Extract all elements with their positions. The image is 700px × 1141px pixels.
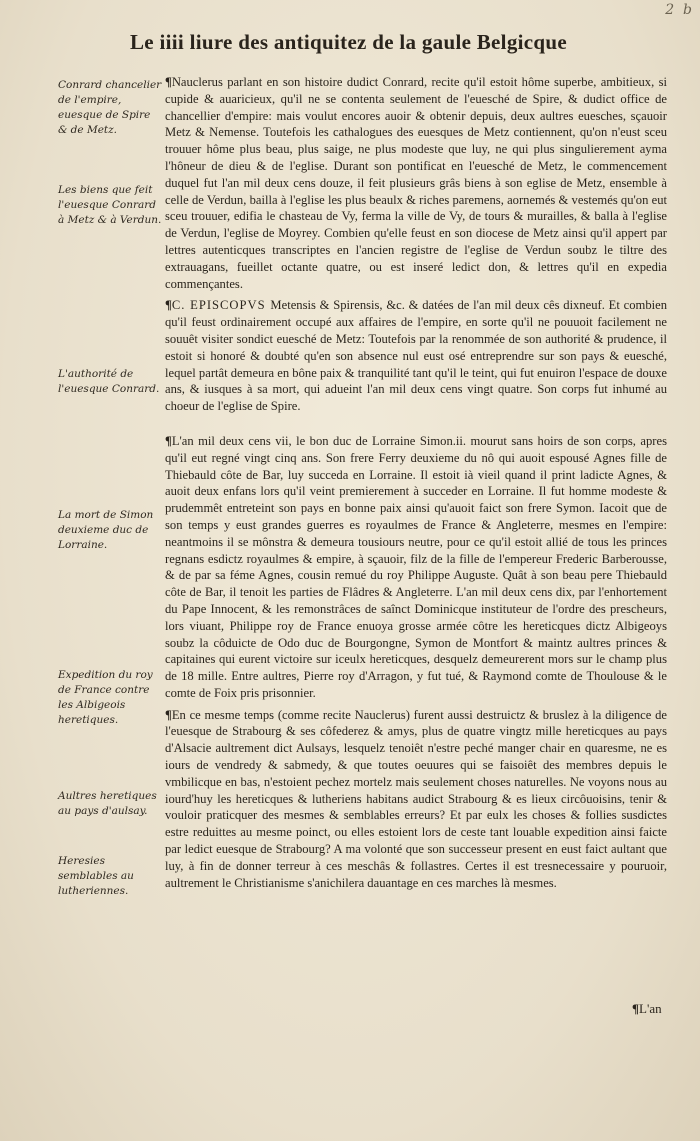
body-text (165, 74, 667, 896)
pilcrow-mark: ¶ (165, 298, 172, 313)
pilcrow-mark: ¶ (165, 75, 172, 89)
running-head: Le iiii liure des antiquitez de la gaule Belgicque (130, 30, 567, 54)
pilcrow-mark: ¶ (632, 1001, 640, 1016)
paragraph-lead: C. EPISCOPVS (171, 298, 271, 313)
pilcrow-mark: ¶ (165, 707, 172, 722)
paragraph-text: Metensis & Spirensis, &c. & datées de l'an mil deux cês dixneuf. Et combien qu'il feust ordinairement occupé aux affaires de l'empire, en sorte qu'il ne pouuoit facilement ne souuêt visiter sondict euesché de Metz: Toutefois par la renommée de son authorité & prudence, il estoit si honoré & doubté qu'en son absence nul eust osé entreprendre sur son pays & euesché, lequel partât demeura en bône paix & tranquilité tant qu'il le teint, qui fut enuiron l'espace de douxe ans, & iusques à sa mort, qui adueint l'an mil deux cens vingt quatre. Son corps fut inhumé au choeur de l'eglise de Spire. (165, 298, 667, 414)
margin-note-6: Aultres heretiques au pays d'aulsay. (58, 790, 157, 817)
margin-note-7: Heresies semblables au lutheriennes. (58, 855, 134, 897)
catchword: ¶L'an (632, 1001, 662, 1016)
pilcrow-mark: ¶ (165, 433, 172, 448)
paragraph (165, 74, 667, 292)
paragraph (165, 433, 667, 702)
paragraph-text: L'an mil deux cens vii, le bon duc de Lorraine Simon.ii. mourut sans hoirs de son corps, apres qu'il eut regné vingt cinq ans. Son frere Ferry deuxieme du nô qui auoit espousé Agnes fille de Thiebauld côte de Bar, luy succeda en Lorraine. Il estoit ià vieil quand il print ladicte Agnes, & auoit deux enfans lors qu'il veint premierement à succeder en Lorraine. Il fut homme modeste & prudemmêt entreteint son pays en bonne paix ainsi qu'auoit faict son frere Symon. Iacoit que de son temps y eust grandes guerres es royaulmes de France & Angleterre, mesmes en l'empire: neantmoins il se mônstra & demeura tousiours neutre, pour ce qu'il estoit allié de tous les princes regnans esdictz royaulmes & empire, à sçauoir, filz de la fille de l'empereur Frederic Barberousse, & de par sa féme Agnes, cousin remué du roy Philippe Auguste. Quât à son beau pere Thiebauld côte de Bar, il tenoit les parties de Flâdres & Angleterre. L'an mil deux cens dix, par l'enhortement du Pape Innocent, & les remonstrâces de saînct Dominicque instituteur de l'ordre des prescheurs, lors viuant, Philippe roy de France enuoya grosse armée côtre les hereticques dictz Albigeoys soubz la côduicte de Odo duc de Bourgongne, Symon de Montfort & maintz aultres princes & capitaines qui eurent victoire sur iceulx hereticques, desquelz demeurerent mors sur le champ plus de 18 mille. Entre aultres, Pierre roy d'Arragon, y fut tué, & Raymond comte de Thoulouse & le comte de Foix pris prisonnier. (165, 433, 667, 700)
margin-note-4: La mort de Simon deuxieme duc de Lorraine. (58, 509, 154, 551)
folio-mark: 2 b (665, 2, 692, 18)
paragraph-text: Nauclerus parlant en son histoire dudict Conrard, recite qu'il estoit hôme superbe, ambitieux, si cupide & auaricieux, qu'il ne se contenta seulement de l'euesché de Spire, & dudict office de chancellier d'empire: mais voulut encores auoir & obtenir depuis, deux aultres euesches, sçauoir Metz & Nemense. Toutefois les cathalogues des euesques de Metz contiennent, qu'on n'eust sceu trouuer hôme plus beau, plus saige, ne plus modeste que luy, ne qui plus singulierement ayma l'hôneur de dieu & de l'eglise. Durant son pontificat en l'euesché de Metz, le commencement duquel fut l'an mil deux cens douze, il feit plusieurs grâs biens à son eglise de Metz, ensemble à celle de Verdun, bailla à l'eglise les plus beaulx & riches paremens, aornemés & vestemés qu'on eut sceu trouuer, edifia le chasteau de Vy, ferma la ville de Vy, de tours & murailles, & balla à l'eglise de Verdun, l'eglise de Moyrey. Combien qu'elle feust en son diocese de Metz ainsi qu'il appert par lettres autenticques transcriptes en l'ancien registre de l'eglise de Verdun soubz le tiltre des extrauagans, fueillet octante quatre, ou est inseré ledict don, & lettres qu'il en expedia commençantes. (165, 75, 667, 291)
paragraph (165, 297, 667, 415)
paragraph (165, 707, 667, 892)
margin-note-2: Les biens que feit l'euesque Conrard à Metz & à Verdun. (58, 184, 162, 226)
margin-note-5: Expedition du roy de France contre les Albigeois heretiques. (58, 669, 153, 726)
margin-note-3: L'authorité de l'euesque Conrard. (58, 368, 160, 395)
margin-note-1: Conrard chancelier de l'empire, euesque de Spire & de Metz. (58, 79, 162, 136)
paragraph-text: En ce mesme temps (comme recite Nauclerus) furent aussi destruictz & bruslez à la diligence de l'euesque de Strabourg & ses côfederez & amys, plus de quatre vingtz mille hereticques au pays d'Alsacie aultrement dict Aulsays, lesquelz tenoiêt n'estre peché manger chair en quaresme, ne es iours de vendredy & sabmedy, & que toutes oeuures qui se faisoiêt des membres depuis le vmbilicque en bas, n'estoient pechez mortelz mais seulement choses naturelles. Ne voyons nous au iourd'huy les hereticques & lutheriens habitans audict Strabourg & es lieux circôuoisins, tenir & vouloir praticquer des mesmes & semblables erreurs? Et par eulx les choses & follies susdictes estre reduittes au mesme poinct, ou elles estoient lors de ceste tant louable expedition ainsi faicte par ledict euesque de Strabourg? A ma volonté que son successeur present en eust faict aultant que luy, à fin de donner terreur à ces meschâs & follastres. Certes il est tresnecessaire y pouruoir, aultrement le Christianisme s'anichilera dauantage en ces marches là mesmes. (165, 707, 667, 890)
